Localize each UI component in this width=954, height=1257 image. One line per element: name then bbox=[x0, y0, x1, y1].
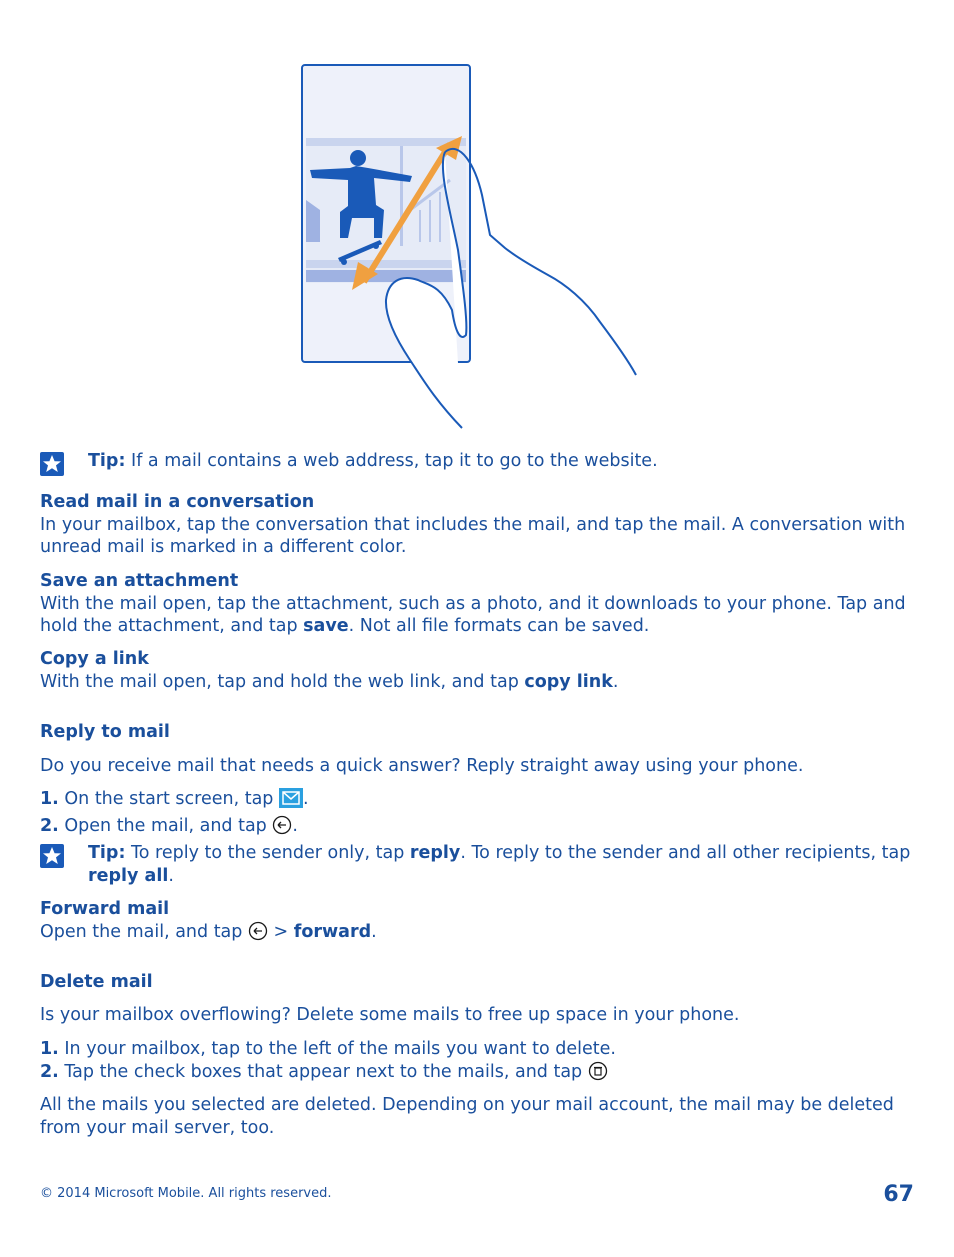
step-text: In your mailbox, tap to the left of the mails you want to delete. bbox=[58, 1039, 616, 1059]
tip-text: To reply to the sender only, tap bbox=[125, 843, 410, 863]
section-body: In your mailbox, tap the conversation that includes the mail, and tap the mail. A conversation with unread mail is marked in a different color. bbox=[40, 514, 906, 557]
delete-intro-block bbox=[40, 1004, 920, 1027]
reply-steps bbox=[40, 788, 920, 841]
step-1 bbox=[40, 788, 920, 815]
section-body: All the mails you selected are deleted. Depending on your mail account, the mail may be deleted from your mail server, too. bbox=[40, 1095, 894, 1138]
tip-label: Tip: bbox=[88, 843, 126, 863]
tip-star-icon bbox=[40, 844, 64, 868]
bold-term: reply bbox=[409, 843, 461, 863]
section-body: Do you receive mail that needs a quick answer? Reply straight away using your phone. bbox=[40, 756, 804, 776]
tip-web-address bbox=[88, 450, 918, 473]
section-heading: Copy a link bbox=[40, 649, 149, 669]
delete-heading-block bbox=[40, 971, 920, 994]
section-heading: Save an attachment bbox=[40, 571, 239, 591]
copyright: © 2014 Microsoft Mobile. All rights reserved. bbox=[40, 1186, 332, 1201]
page-number: 67 bbox=[883, 1182, 914, 1207]
section-heading: Delete mail bbox=[40, 972, 153, 992]
bold-term: copy link bbox=[524, 671, 613, 692]
reply-circle-icon bbox=[248, 921, 268, 948]
tip-text: If a mail contains a web address, tap it to go to the website. bbox=[125, 451, 658, 471]
step-number: 1. bbox=[40, 789, 59, 809]
save-attachment-section bbox=[40, 570, 920, 638]
step-number: 1. bbox=[40, 1039, 59, 1059]
section-heading: Forward mail bbox=[40, 899, 170, 919]
tip-label: Tip: bbox=[88, 451, 126, 471]
pinch-zoom-illustration bbox=[290, 60, 650, 440]
bold-term: save bbox=[303, 616, 349, 636]
step-number: 2. bbox=[40, 1061, 59, 1082]
delete-steps bbox=[40, 1038, 920, 1087]
section-body: Is your mailbox overflowing? Delete some mails to free up space in your phone. bbox=[40, 1005, 740, 1025]
step-number: 2. bbox=[40, 815, 59, 836]
step-text: . bbox=[302, 789, 309, 809]
reply-heading-block bbox=[40, 721, 920, 744]
section-body: . bbox=[371, 921, 377, 942]
tip-text: . To reply to the sender and all other recipients, tap bbox=[460, 843, 911, 863]
step-2 bbox=[40, 1061, 920, 1088]
trash-circle-icon bbox=[588, 1061, 608, 1088]
mail-tile-icon bbox=[279, 788, 303, 815]
step-text: Tap the check boxes that appear next to the mails, and tap bbox=[58, 1061, 588, 1082]
bold-term: reply all bbox=[88, 865, 169, 886]
section-body: With the mail open, tap and hold the web link, and tap bbox=[40, 671, 525, 692]
reply-circle-icon bbox=[272, 815, 292, 842]
section-body: . Not all file formats can be saved. bbox=[348, 616, 650, 636]
step-text: . bbox=[292, 815, 298, 836]
step-text: Open the mail, and tap bbox=[58, 815, 273, 836]
read-conversation-section bbox=[40, 491, 920, 559]
section-heading: Read mail in a conversation bbox=[40, 492, 315, 512]
delete-outro-block bbox=[40, 1094, 920, 1139]
bold-term: forward bbox=[293, 921, 372, 942]
step-2 bbox=[40, 815, 920, 842]
tip-star-icon bbox=[40, 452, 64, 476]
step-text: On the start screen, tap bbox=[58, 789, 279, 809]
section-body: With the mail open, tap the attachment, such as a photo, and it downloads to your phone. Tap and hold the attachment, and tap bbox=[40, 593, 906, 636]
section-body: Open the mail, and tap bbox=[40, 921, 248, 942]
separator: > bbox=[267, 921, 294, 942]
copy-link-section bbox=[40, 648, 920, 693]
section-body: . bbox=[612, 671, 619, 692]
section-heading: Reply to mail bbox=[40, 722, 170, 742]
tip-reply bbox=[88, 842, 918, 887]
forward-section bbox=[40, 898, 920, 947]
tip-text: . bbox=[168, 865, 174, 886]
reply-intro-block bbox=[40, 755, 920, 778]
step-1 bbox=[40, 1038, 920, 1061]
